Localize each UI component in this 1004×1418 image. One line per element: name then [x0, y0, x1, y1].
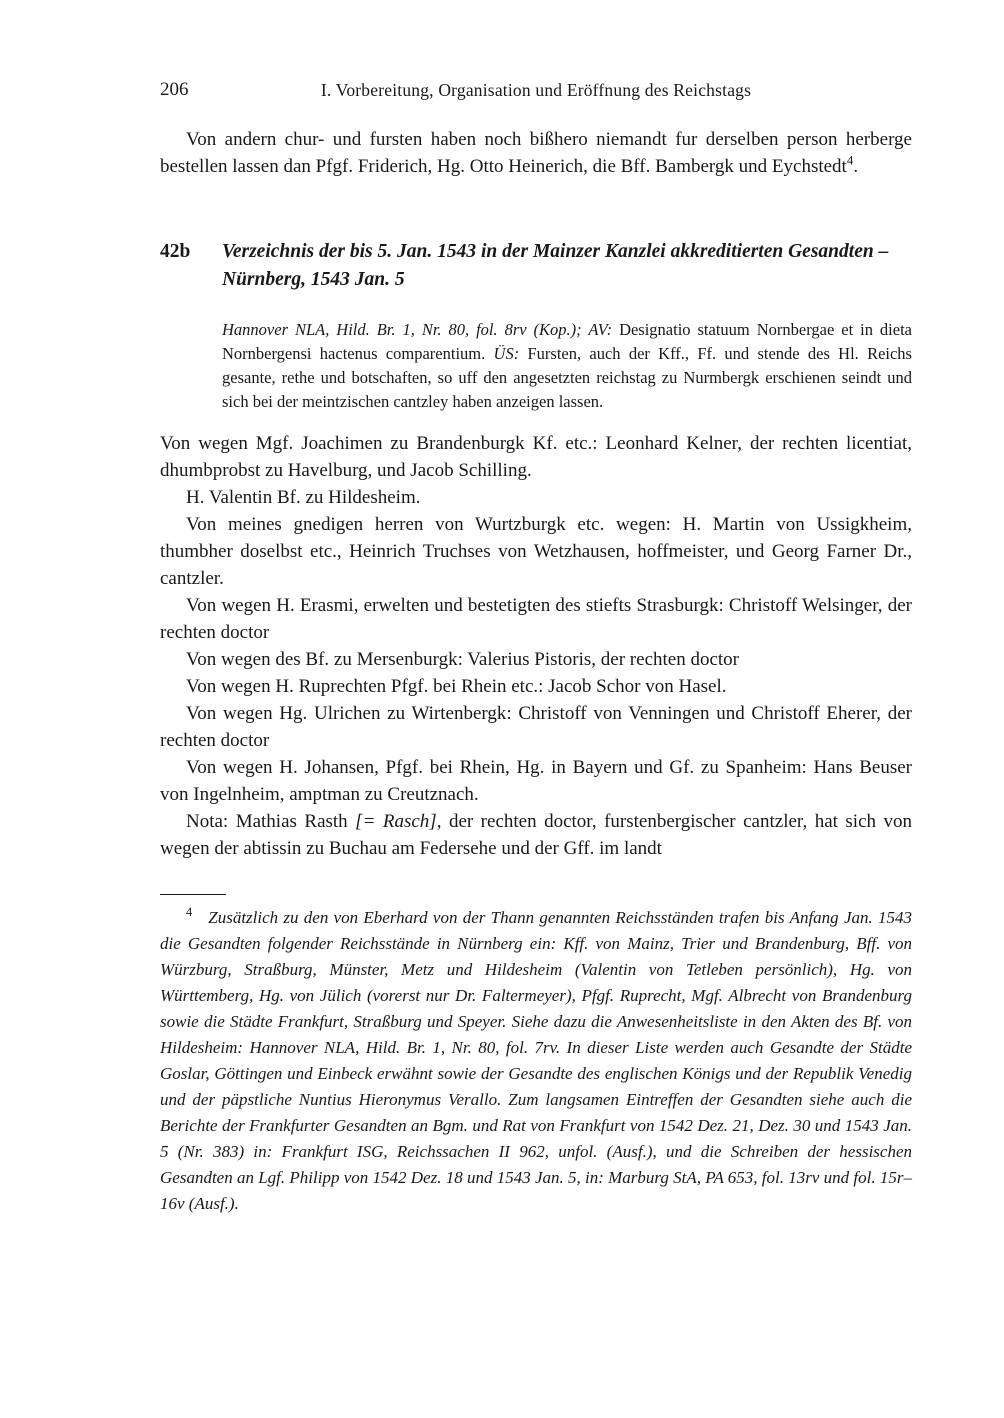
- archive-reference: Hannover NLA, Hild. Br. 1, Nr. 80, fol. 8rv (Kop.); AV:: [222, 320, 620, 339]
- entry-number: 42b: [160, 241, 191, 262]
- entry-body: [160, 430, 912, 862]
- us-label: ÜS:: [493, 344, 528, 363]
- av-text: Designatio statuum Nornbergae et in dieta Nornbergensi hactenus comparentium.: [222, 320, 912, 363]
- nota-paragraph: [160, 808, 912, 862]
- footnote-reference: 4: [846, 152, 854, 168]
- running-head: I. Vorbereitung, Organisation und Eröffnung des Reichstags: [320, 80, 752, 100]
- footnote-separator: [160, 894, 226, 895]
- body-paragraph: Von wegen des Bf. zu Mersenburgk: Valerius Pistoris, der rechten doctor: [186, 649, 740, 670]
- text-block: [160, 78, 912, 1217]
- nota-after: , der rechten doctor, furstenbergischer cantzler, hat sich von wegen der abtissin zu Buchau am Federsehe und der Gff. im landt: [160, 811, 913, 859]
- nota-editorial-insert: [= Rasch]: [355, 811, 437, 832]
- footnote-text: Zusätzlich zu den von Eberhard von der Thann genannten Reichsständen trafen bis Anfang Jan. 1543 die Gesandten folgender Reichsstände in Nürnberg ein: Kff. von Mainz, Trier und Brandenburg, Bff. von Würzburg, Straßburg, Münster, Metz und Hildesheim (Valentin von Tetleben persönlich), Hg. von Württemberg, Hg. von Jülich (vorerst nur Dr. Faltermeyer), Pfgf. Ruprecht, Mgf. Albrecht von Brandenburg sowie die Städte Frankfurt, Straßburg und Speyer. Siehe dazu die Anwesenheitsliste in den Akten des Bf. von Hildesheim: Hannover NLA, Hild. Br. 1, Nr. 80, fol. 7rv. In dieser Liste werden auch Gesandte der Städte Goslar, Göttingen und Einbeck erwähnt sowie der Gesandte des englischen Königs und der Republik Venedig und der päpstliche Nuntius Hieronymus Verallo. Zum langsamen Eintreffen der Gesandten siehe auch die Berichte der Frankfurter Gesandten an Bgm. und Rat von Frankfurt von 1542 Dez. 21, Dez. 30 und 1543 Jan. 5 (Nr. 383) in: Frankfurt ISG, Reichssachen II 962, unfol. (Ausf.), und die Schreiben der hessischen Gesandten an Lgf. Philipp von 1542 Dez. 18 und 1543 Jan. 5, in: Marburg StA, PA 653, fol. 13rv und fol. 15r–16v (Ausf.).: [160, 908, 912, 1213]
- intro-period: .: [853, 156, 859, 177]
- intro-text: Von andern chur- und fursten haben noch bißhero niemandt fur derselben person herberge bestellen lassen dan Pfgf. Friderich, Hg. Otto Heinerich, die Bff. Bambergk und Eychstedt: [160, 129, 912, 177]
- body-paragraph: Von wegen H. Erasmi, erwelten und bestetigten des stiefts Strasburgk: Christoff Welsinger, der rechten doctor: [160, 595, 912, 643]
- body-paragraph: Von wegen H. Ruprechten Pfgf. bei Rhein etc.: Jacob Schor von Hasel.: [186, 676, 727, 697]
- nota-before: Nota: Mathias Rasth: [186, 811, 356, 832]
- intro-paragraph: [160, 126, 912, 180]
- footnote-marker: 4: [186, 905, 193, 920]
- body-paragraph: H. Valentin Bf. zu Hildesheim.: [186, 487, 421, 508]
- body-paragraph: Von wegen Mgf. Joachimen zu Brandenburgk Kf. etc.: Leonhard Kelner, der rechten licentiat, dhumbprobst zu Havelburg, und Jacob Schilling.: [160, 433, 912, 481]
- footnote: [160, 905, 912, 1217]
- body-paragraph: Von wegen Hg. Ulrichen zu Wirtenbergk: Christoff von Venningen und Christoff Eherer, der rechten doctor: [160, 703, 912, 751]
- body-paragraph: Von wegen H. Johansen, Pfgf. bei Rhein, Hg. in Bayern und Gf. zu Spanheim: Hans Beuser von Ingelnheim, amptman zu Creutznach.: [160, 757, 912, 805]
- page-header: [160, 78, 912, 102]
- footnote-area: [160, 894, 912, 1217]
- entry-heading: [160, 238, 912, 294]
- us-text: Fursten, auch der Kff., Ff. und stende des Hl. Reichs gesante, rethe und botschaften, so uff den angesetzten reichstag zu Nurmbergk erschienen seindt und sich bei der meintzischen cantzley haben anzeigen lassen.: [222, 344, 912, 411]
- body-paragraph: Von meines gnedigen herren von Wurtzburgk etc. wegen: H. Martin von Ussigkheim, thumbher doselbst etc., Heinrich Truchses von Wetzhausen, hoffmeister, und Georg Farner Dr., cantzler.: [160, 514, 912, 589]
- entry-title: Verzeichnis der bis 5. Jan. 1543 in der Mainzer Kanzlei akkreditierten Gesandten – Nürnberg, 1543 Jan. 5: [222, 241, 889, 290]
- page-number: 206: [160, 79, 189, 100]
- source-note: [222, 318, 912, 414]
